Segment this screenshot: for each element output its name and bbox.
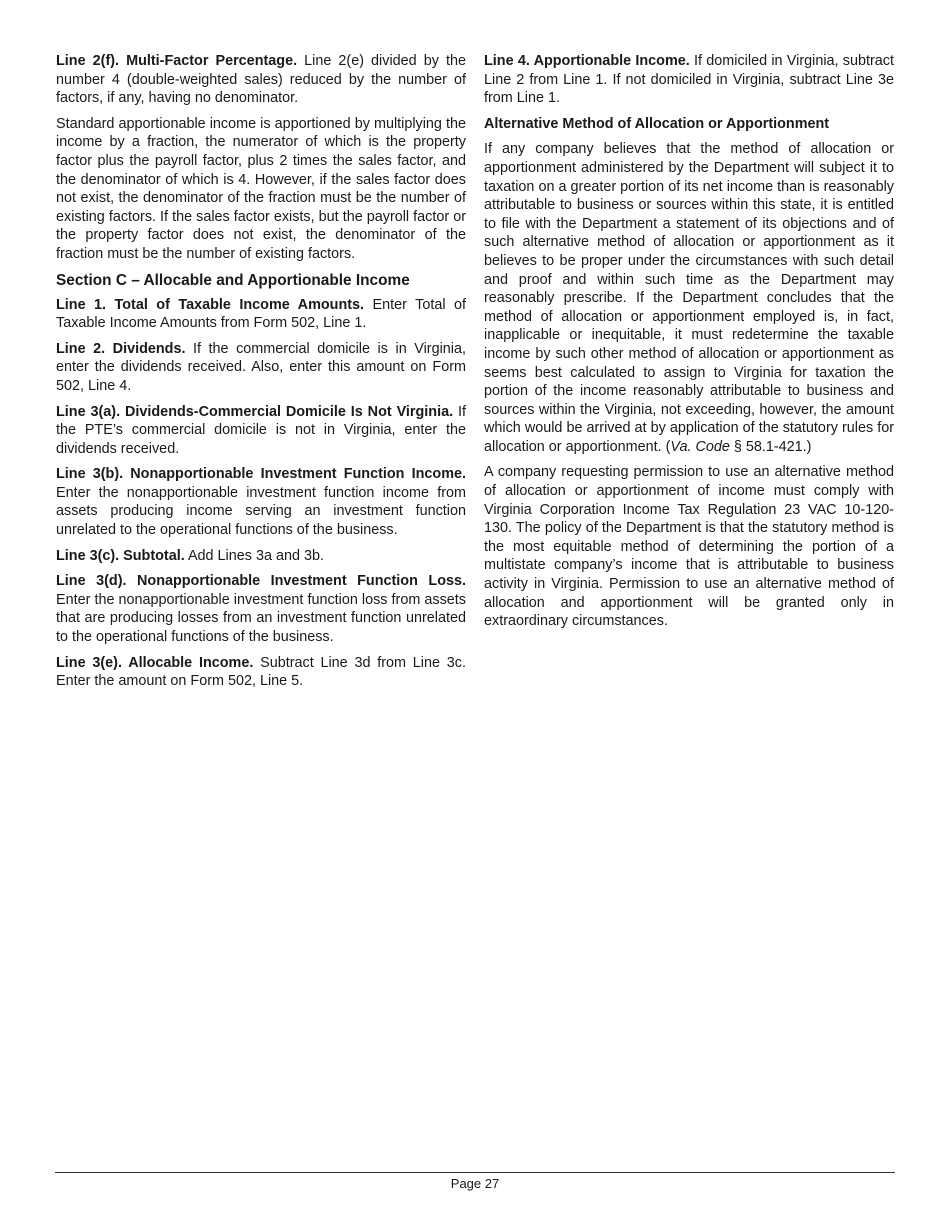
line-3d-paragraph [56,572,466,646]
alternative-method-heading: Alternative Method of Allocation or Apportionment [484,115,830,132]
line-3a-label: Line 3(a). Dividends-Commercial Domicile Is Not Virginia. [56,403,454,420]
page-number: Page 27 [450,1176,500,1191]
line-3b-paragraph [56,465,466,539]
line-2-label: Line 2. Dividends. [56,340,186,357]
line-1-paragraph [56,296,466,333]
line-4-paragraph [484,52,894,108]
va-code-section: § 58.1-421.) [729,438,812,455]
line-3e-text: Subtract Line 3d from Line 3c. Enter the amount on Form 502, Line 5. [56,654,466,690]
alternative-method-paragraph-1 [484,140,894,456]
va-code-citation: Va. Code [670,438,730,455]
line-1-label: Line 1. Total of Taxable Income Amounts. [56,296,365,313]
line-3e-paragraph [56,654,466,691]
line-2-paragraph [56,340,466,396]
line-2f-label: Line 2(f). Multi-Factor Percentage. [56,53,298,69]
line-3a-text: If the PTE’s commercial domicile is not in Virginia, enter the dividends received. [56,403,467,457]
line-3b-label: Line 3(b). Nonapportionable Investment Function Income. [56,466,466,483]
alt-p1-text: If any company believes that the method of allocation or apportionment administered by the Department will subject it to taxation on a greater portion of its net income than is reasonably attributable to business or sources within this state, it is entitled to file with the Department a statement of its objections and of such alternative method of allocation or apportionment as it believes to be proper under the circumstances with such detail and proof and within such time as the Department may reasonably prescribe. If the Department concludes that the method of allocation or apportionment employed is, in fact, inapplicable or inequitable, it must redetermine the taxable income by such other method of allocation or apportionment as seems best calculated to assign to Virginia for taxation the portion of the income reasonably attributable to business and sources within the Virginia, not exceeding, however, the amount which would be arrived at by application of the statutory rules for allocation or apportionment. ( [484,141,894,455]
standard-apportionment-paragraph: Standard apportionable income is apportioned by multiplying the income by a fraction, the numerator of which is the property factor plus the payroll factor, plus 2 times the sales factor, and the denominator of which is 4. However, if the sales factor does not exist, the denominator of the fraction must be the number of existing factors. If the sales factor exists, but the payroll factor or the property factor does not exist, the denominator of the fraction must be the number of existing factors. [56,115,466,262]
line-3b-text: Enter the nonapportionable investment function income from assets producing income serving an investment function unrelated to the operational functions of the business. [56,484,466,539]
line-3d-text: Enter the nonapportionable investment function loss from assets that are producing losses from an investment function unrelated to the operational functions of the business. [56,591,466,646]
line-4-text: If domiciled in Virginia, subtract Line 2 from Line 1. If not domiciled in Virginia, subtract Line 3e from Line 1. [484,53,894,107]
line-4-label: Line 4. Apportionable Income. [484,53,690,69]
line-3e-label: Line 3(e). Allocable Income. [56,654,254,671]
right-column [484,52,894,638]
line-2f-paragraph [56,52,466,108]
line-3d-label: Line 3(d). Nonapportionable Investment Function Loss. [56,573,466,590]
line-1-text: Enter Total of Taxable Income Amounts from Form 502, Line 1. [56,296,467,332]
line-3a-paragraph [56,403,466,459]
footer-divider [55,1172,895,1173]
section-c-heading: Section C – Allocable and Apportionable Income [56,271,410,289]
left-column [56,52,466,698]
line-3c-text: Add Lines 3a and 3b. [184,547,324,564]
line-3c-label: Line 3(c). Subtotal. [56,547,185,564]
line-2-text: If the commercial domicile is in Virginia, enter the dividends received. Also, enter this amount on Form 502, Line 4. [56,340,466,394]
line-2f-text: Line 2(e) divided by the number 4 (double-weighted sales) reduced by the number of factors, if any, having no denominator. [56,53,466,107]
alternative-method-paragraph-2: A company requesting permission to use an alternative method of allocation or apportionment of income must comply with Virginia Corporation Income Tax Regulation 23 VAC 10-120-130. The policy of the Department is that the statutory method is the most equitable method of determining the portion of a multistate company’s income that is attributable to business activity in Virginia. Permission to use an alternative method of allocation and apportionment will be granted only in extraordinary circumstances. [484,464,894,630]
line-3c-paragraph [56,547,466,566]
